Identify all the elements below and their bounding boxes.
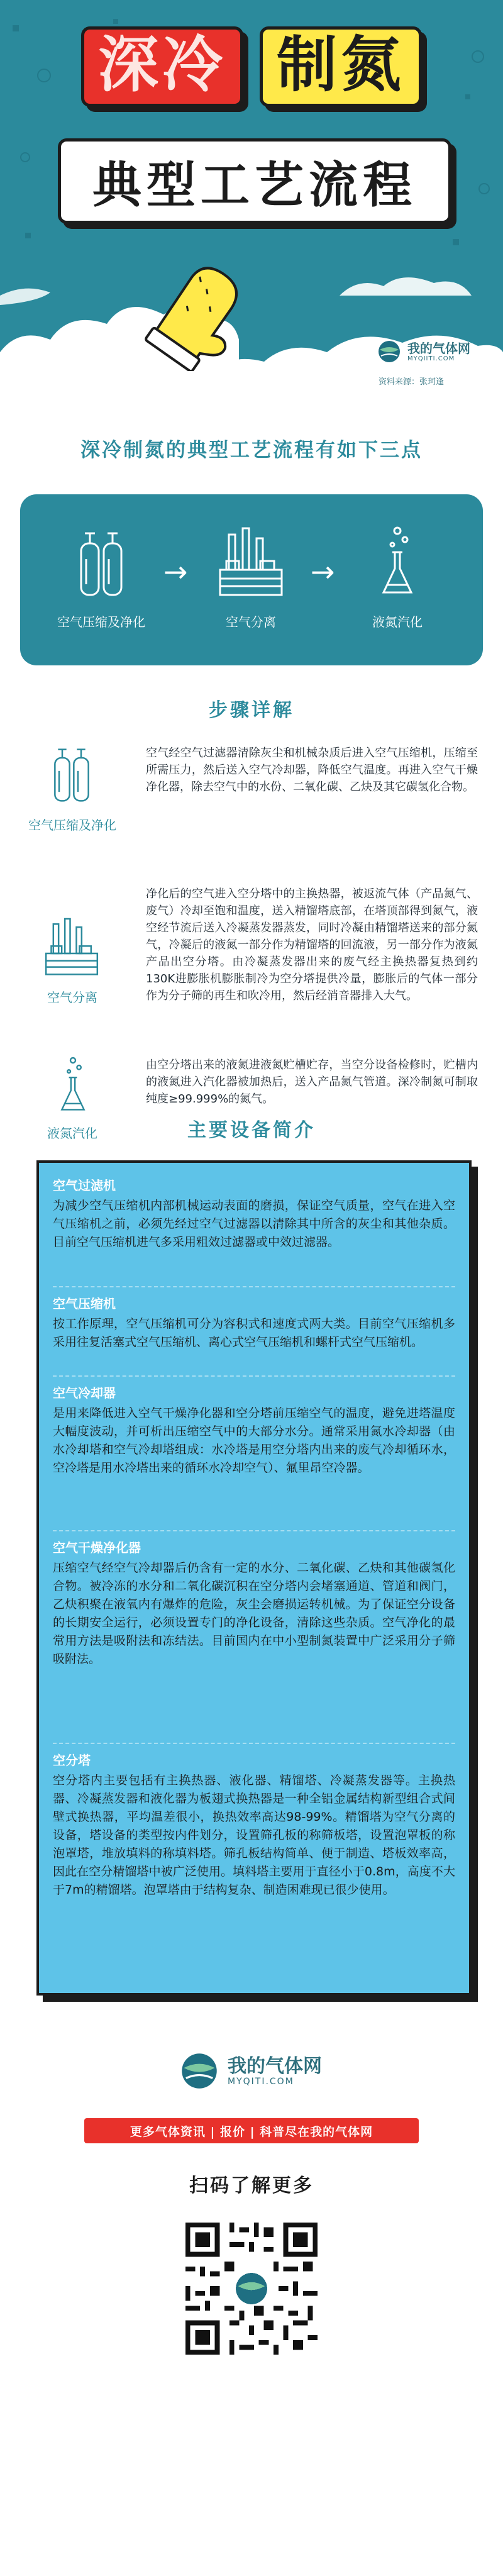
arrow-right-icon: → [311, 555, 335, 589]
flow-item-separation [197, 525, 304, 630]
flow-item-compression [41, 525, 161, 630]
footer-logo-domain: MYQITI.COM [228, 2076, 294, 2087]
intro-title: 深冷制氮的典型工艺流程有如下三点 [80, 439, 423, 462]
step-text-compression: 空气经空气过滤器清除灰尘和机械杂质后进入空气压缩机，压缩至所需压力，然后送入空气冷却器，降低空气温度。再进入空气干燥净化器，除去空气中的水份、二氧化碳、乙炔及其它碳氢化合物。 [146, 747, 478, 794]
source-credit: 资料来源：张珂逢 [379, 377, 445, 387]
oven-glove-icon [132, 264, 264, 371]
equip-name-compressor: 空气压缩机 [53, 1296, 116, 1311]
flask-icon [372, 525, 423, 600]
process-flow-card [20, 494, 483, 665]
gas-cylinders-icon [76, 525, 126, 600]
flow-item-vaporization [347, 525, 448, 630]
equip-text-compressor: 按工作原理，空气压缩机可分为容积式和速度式两大类。目前空气压缩机多采用往复活塞式空气压缩机、离心式空气压缩机和螺杆式空气压缩机。 [53, 1317, 455, 1349]
brand-logo [377, 340, 470, 364]
step-label-compression: 空气压缩及净化 [28, 818, 116, 833]
qr-code[interactable] [180, 2218, 323, 2360]
hero-subtitle: 典型工艺流程 [58, 138, 451, 224]
flow-label-separation: 空气分离 [226, 614, 276, 630]
steps-title: 步骤详解 [209, 699, 294, 721]
equip-text-filter: 为减少空气压缩机内部机械运动表面的磨损，保证空气质量，空气在进入空气压缩机之前，必须先经过空气过滤器以清除其中所含的灰尘和其他杂质。目前空气压缩机进气多采用粗效过滤器或中效过滤器。 [53, 1199, 455, 1249]
equip-name-cooler: 空气冷却器 [53, 1385, 116, 1401]
step-text-vaporization: 由空分塔出来的液氮进液氮贮槽贮存，当空分设备检修时，贮槽内的液氮进入汽化器被加热后，送入产品氮气管道。深冷制氮可制取纯度≥99.999%的氮气。 [146, 1058, 478, 1106]
promo-banner[interactable]: 更多气体资讯 | 报价 | 科普尽在我的气体网 [84, 2118, 419, 2143]
divider [53, 1743, 455, 1744]
equip-text-column: 空分塔内主要包括有主换热器、液化器、精馏塔、冷凝蒸发器等。主换热器、冷凝蒸发器和液化器为板翅式换热器是一种全铝金属结构新型组合式间壁式换热器，平均温差很小，换热效率高达98-99%。精馏塔为空气分离的设备，塔设备的类型按内件划分，设置筛孔板的称筛板塔，设置泡罩板的称泡罩塔，堆放填料的称填料塔。筛孔板结构简单、便于制造、塔板效率高，因此在空分精馏塔中被广泛使用。填料塔主要用于直径小于0.8m，高度不大于7m的精馏塔。泡罩塔由于结构复杂、制造困难现已很少使用。 [53, 1774, 455, 1897]
divider [53, 1530, 455, 1531]
title-part-2: 制氮 [260, 26, 422, 107]
factory-icon [216, 525, 285, 600]
hero-banner [0, 0, 503, 406]
step-text-separation: 净化后的空气进入空分塔中的主换热器，被返流气体（产品氮气、废气）冷却至饱和温度，送入精馏塔底部，在塔顶部得到氮气，液空经节流后送入冷凝蒸发器蒸发，同时冷凝由精馏塔送来的部分氮气，冷凝后的液氮一部分作为精馏塔的回流液，另一部分作为液氮产品出空分塔。由冷凝蒸发器出来的废气经主换热器复热到约130K进膨胀机膨胀制冷为空分塔提供冷量，膨胀后的气体一部分作为分子筛的再生和吹冷用，然后经消音器排入大气。 [146, 887, 478, 1002]
equip-name-purifier: 空气干燥净化器 [53, 1540, 141, 1555]
step-label-vaporization: 液氮汽化 [47, 1126, 97, 1141]
divider [53, 1375, 455, 1377]
gas-cylinders-icon [49, 742, 94, 805]
factory-icon [41, 916, 102, 979]
logo-name: 我的气体网 [407, 340, 470, 356]
scan-prompt: 扫码了解更多 [189, 2175, 314, 2197]
hero-title [0, 26, 503, 107]
title-part-1: 深冷 [81, 26, 243, 107]
equipment-title: 主要设备简介 [187, 1119, 316, 1141]
equip-text-purifier: 压缩空气经空气冷却器后仍含有一定的水分、二氧化碳、乙炔和其他碳氢化合物。被冷冻的水分和二氧化碳沉积在空分塔内会堵塞通道、管道和阀门，乙炔积聚在液氧内有爆炸的危险，灰尘会磨损运转机械。为了保证空分设备的长期安全运行，必须设置专门的净化设备，清除这些杂质。空气净化的最常用方法是吸附法和冻结法。目前国内在中小型制氮装置中广泛采用分子筛吸附法。 [53, 1561, 455, 1666]
footer-logo-name: 我的气体网 [228, 2055, 322, 2077]
globe-logo-icon [377, 340, 401, 364]
equip-name-filter: 空气过滤机 [53, 1178, 116, 1193]
equip-name-column: 空分塔 [53, 1753, 91, 1768]
equip-text-cooler: 是用来降低进入空气干燥净化器和空分塔前压缩空气的温度，避免进塔温度大幅度波动，并可析出压缩空气中的大部分水分。通常采用氮水冷却器（由水冷却塔和空气冷却塔组成：水冷塔是用空分塔内出来的废气冷却循环水，空冷塔是用水冷塔出来的循环水冷却空气）、氟里昂空冷器。 [53, 1406, 455, 1475]
logo-domain: MYQIITI.COM [407, 355, 455, 362]
arrow-right-icon: → [163, 555, 188, 589]
footer-brand-logo [180, 2051, 322, 2090]
flow-label-compression: 空气压缩及净化 [57, 614, 145, 630]
equipment-panel [36, 1160, 472, 1996]
flow-label-vaporization: 液氮汽化 [372, 614, 423, 630]
globe-logo-icon [180, 2051, 219, 2090]
flask-icon [53, 1054, 93, 1117]
divider [53, 1286, 455, 1287]
step-label-separation: 空气分离 [47, 990, 97, 1005]
